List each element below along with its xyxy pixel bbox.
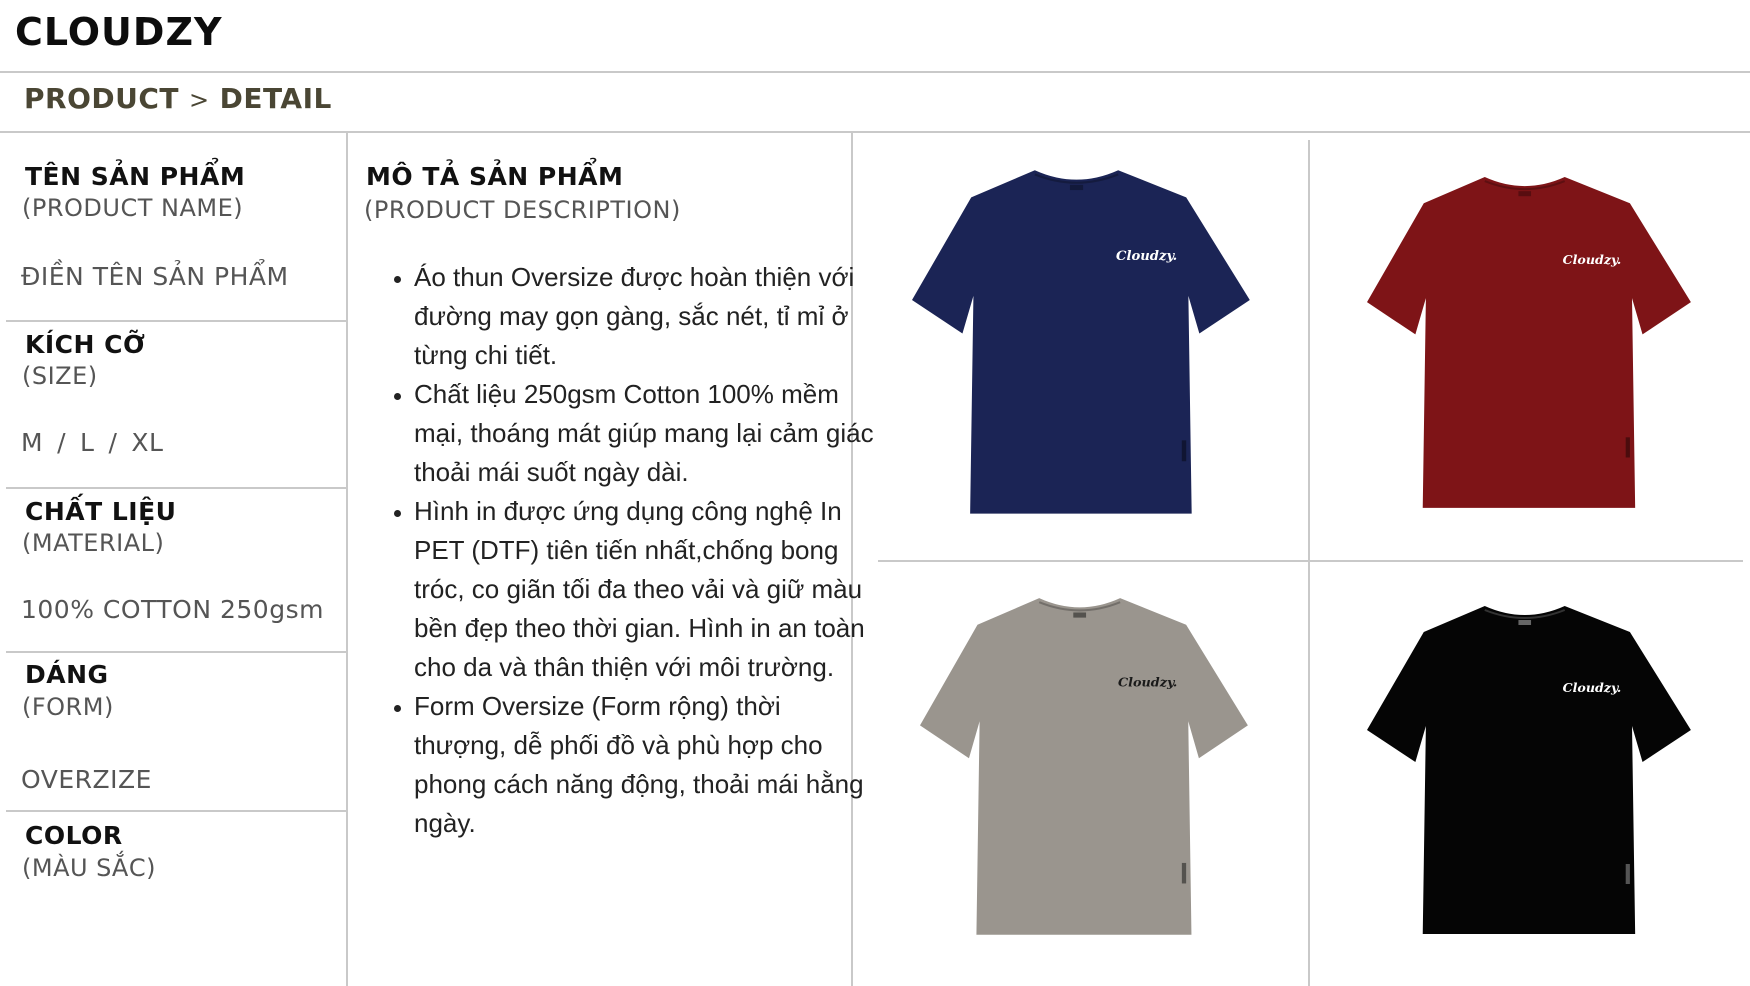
spec-size-values	[21, 428, 163, 457]
shirt-body-black	[1367, 606, 1691, 934]
shirt-logo: Cloudzy.	[1562, 252, 1622, 267]
description-list	[362, 258, 874, 843]
shirt-image-navy[interactable]	[912, 166, 1252, 522]
gallery-row-divider	[878, 560, 1743, 562]
description-item: • Chất liệu 250gsm Cotton 100% mềm mại, thoáng mát giúp mang lại cảm giác thoải mái suốt ngày dài.	[414, 375, 874, 492]
description-title: MÔ TẢ SẢN PHẨM	[366, 162, 624, 191]
size-separator: /	[57, 428, 67, 457]
spec-divider	[6, 320, 347, 322]
size-option-m: M	[21, 428, 44, 457]
spec-name-subtitle: (PRODUCT NAME)	[22, 194, 244, 222]
spec-name-title: TÊN SẢN PHẨM	[25, 162, 246, 191]
spec-material-subtitle: (MATERIAL)	[22, 529, 165, 557]
description-item: • Form Oversize (Form rộng) thời thượng, dễ phối đồ và phù hợp cho phong cách năng động, thoải mái hằng ngày.	[414, 687, 874, 843]
specs-column-divider	[346, 132, 348, 986]
breadcrumb-product[interactable]: PRODUCT	[24, 82, 180, 115]
shirt-body-grey	[920, 598, 1248, 935]
shirt-body-navy	[912, 170, 1250, 513]
spec-color-title: COLOR	[25, 821, 123, 850]
shirt-image-black[interactable]	[1367, 602, 1693, 942]
brand-logo: CLOUDZY	[15, 10, 223, 54]
spec-name-value: ĐIỀN TÊN SẢN PHẨM	[21, 262, 289, 291]
spec-color-subtitle: (MÀU SẮC)	[22, 854, 156, 882]
spec-divider	[6, 810, 347, 812]
breadcrumb-divider	[0, 131, 1750, 133]
shirt-image-red[interactable]	[1367, 173, 1693, 516]
shirt-logo: Cloudzy.	[1116, 249, 1178, 265]
shirt-body-red	[1367, 177, 1691, 508]
spec-size-subtitle: (SIZE)	[22, 362, 98, 390]
shirt-logo: Cloudzy.	[1562, 680, 1622, 695]
description-item: • Áo thun Oversize được hoàn thiện với đường may gọn gàng, sắc nét, tỉ mỉ ở từng chi tiết.	[414, 258, 874, 375]
description-item: • Hình in được ứng dụng công nghệ In PET (DTF) tiên tiến nhất,chống bong tróc, co giãn tối đa theo vải và giữ màu bền đẹp theo thời gian. Hình in an toàn cho da và thân thiện với môi trường.	[414, 492, 874, 687]
size-option-xl: XL	[131, 428, 164, 457]
header-divider	[0, 71, 1750, 73]
breadcrumb-separator: >	[189, 86, 210, 114]
breadcrumb	[24, 82, 332, 115]
spec-material-value: 100% COTTON 250gsm	[21, 595, 324, 624]
size-separator: /	[108, 428, 118, 457]
shirt-logo: Cloudzy.	[1118, 674, 1178, 690]
size-option-l: L	[80, 428, 95, 457]
spec-divider	[6, 651, 347, 653]
shirt-image-grey[interactable]	[920, 594, 1250, 943]
spec-size-title: KÍCH CỠ	[25, 330, 146, 359]
spec-material-title: CHẤT LIỆU	[25, 497, 177, 526]
spec-form-subtitle: (FORM)	[22, 693, 114, 721]
spec-form-value: OVERZIZE	[21, 765, 152, 794]
spec-divider	[6, 487, 347, 489]
breadcrumb-detail: DETAIL	[219, 82, 332, 115]
spec-form-title: DÁNG	[25, 660, 109, 689]
gallery-center-divider	[1308, 140, 1310, 986]
description-subtitle: (PRODUCT DESCRIPTION)	[364, 196, 681, 224]
